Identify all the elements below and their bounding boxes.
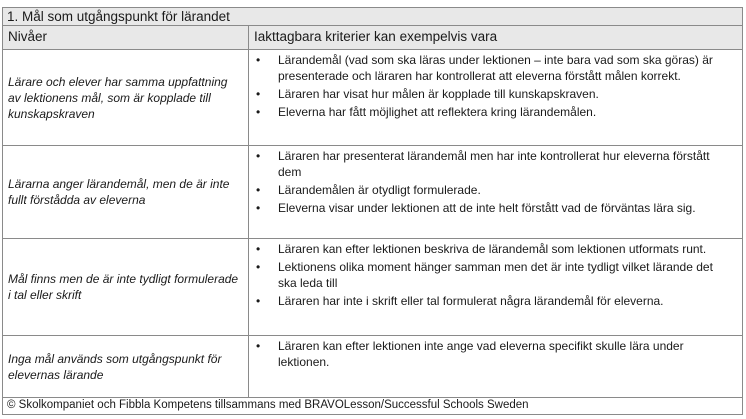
header-levels: Nivåer xyxy=(3,26,249,49)
level-text: Inga mål används som utgångspunkt för elevernas lärande xyxy=(8,351,222,382)
criteria-item: • Läraren kan efter lektionen inte ange vad eleverna specifikt skulle lära under lektionen. xyxy=(254,338,724,370)
criteria-item: • Läraren har inte i skrift eller tal formulerat några lärandemål för eleverna. xyxy=(254,293,724,309)
table-title: 1. Mål som utgångspunkt för lärandet xyxy=(3,8,742,26)
criteria-item: • Lärandemål (vad som ska läras under lektionen – inte bara vad som ska göras) är presenterade och läraren har kontrollerat att eleverna förstått målen korrekt. xyxy=(254,52,724,84)
criteria-list xyxy=(254,52,724,120)
criteria-cell xyxy=(249,239,742,335)
criteria-cell xyxy=(249,146,742,238)
level-cell xyxy=(3,336,249,397)
header-criteria: Iakttagbara kriterier kan exempelvis vara xyxy=(254,29,498,44)
table-row xyxy=(3,336,742,398)
copyright-footer: © Skolkompaniet och Fibbla Kompetens tillsammans med BRAVOLesson/Successful Schools Sweden xyxy=(3,398,742,414)
level-text: Lärarna anger lärandemål, men de är inte fullt förstådda av eleverna xyxy=(8,177,230,207)
level-cell xyxy=(3,146,249,238)
criteria-item: • Läraren har presenterat lärandemål men har inte kontrollerat hur eleverna förstått dem xyxy=(254,148,724,180)
criteria-item: • Läraren har visat hur målen är kopplade till kunskapskraven. xyxy=(254,86,724,102)
criteria-cell xyxy=(249,336,742,397)
table-header xyxy=(3,26,742,50)
criteria-list xyxy=(254,148,724,216)
criteria-item: • Eleverna har fått möjlighet att reflektera kring lärandemålen. xyxy=(254,104,724,120)
criteria-item: • Lärandemålen är otydligt formulerade. xyxy=(254,182,724,198)
table-row xyxy=(3,146,742,239)
criteria-list xyxy=(254,338,724,370)
criteria-cell xyxy=(249,50,742,145)
level-cell xyxy=(3,50,249,145)
table-row xyxy=(3,239,742,336)
level-cell xyxy=(3,239,249,335)
criteria-table xyxy=(2,7,743,415)
level-text: Mål finns men de är inte tydligt formulerade i tal eller skrift xyxy=(8,272,239,302)
criteria-item: • Läraren kan efter lektionen beskriva de lärandemål som lektionen utformats runt. xyxy=(254,241,724,257)
criteria-item: • Eleverna visar under lektionen att de inte helt förstått vad de förväntas lära sig. xyxy=(254,200,724,216)
level-text: Lärare och elever har samma uppfattning av lektionens mål, som är kopplade till kunskapskraven xyxy=(8,74,228,121)
criteria-list xyxy=(254,241,724,309)
criteria-item: • Lektionens olika moment hänger samman men det är inte tydligt vilket lärande det ska leda till xyxy=(254,259,724,291)
table-row xyxy=(3,50,742,146)
